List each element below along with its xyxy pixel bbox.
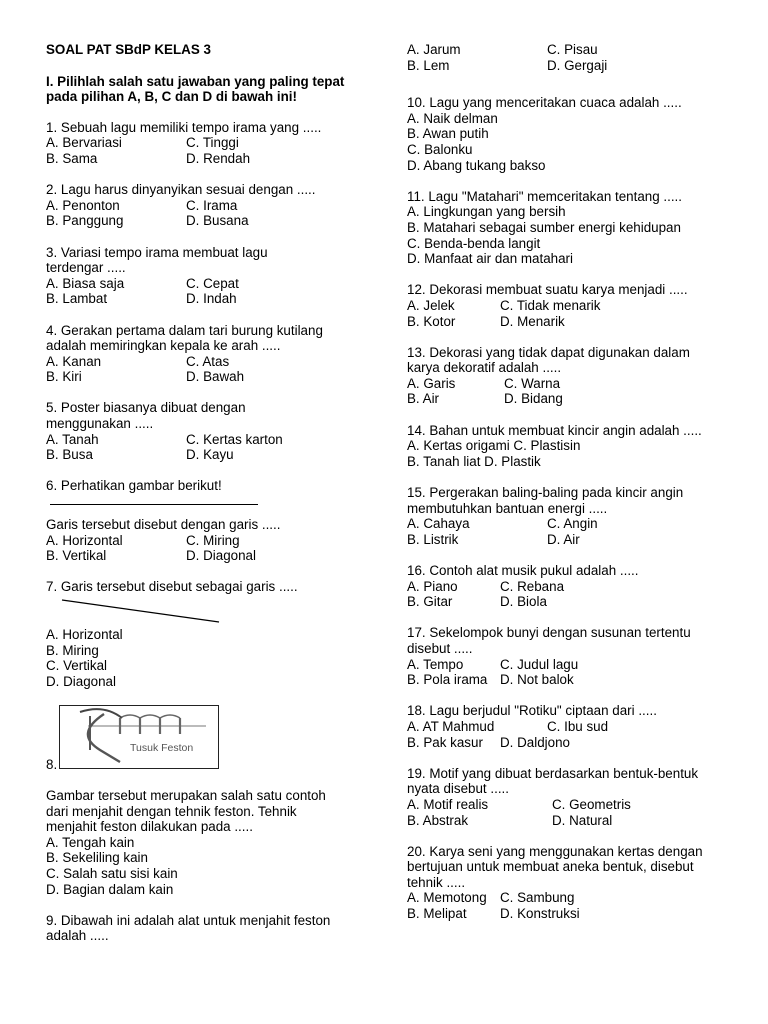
option-c: C. Salah satu sisi kain [46, 865, 178, 881]
feston-figure-row [46, 705, 376, 773]
question-stem-cont: disebut ..... [407, 640, 473, 656]
options [46, 135, 376, 166]
feston-image-label: Tusuk Feston [130, 741, 194, 754]
options [407, 298, 752, 329]
options [46, 533, 376, 564]
option-c: C. Angin [547, 516, 598, 532]
question-1 [46, 120, 376, 167]
question-5 [46, 400, 376, 462]
question-stem-cont: membutuhkan bantuan energi ..... [407, 500, 608, 516]
option-a: A. Bervariasi [46, 135, 122, 151]
option-d: D. Rendah [186, 150, 251, 166]
option-d: D. Not balok [500, 672, 574, 688]
option-b: B. Melipat [407, 906, 467, 922]
options [407, 376, 752, 407]
option-b: B. Lem [407, 57, 450, 73]
option-d: D. Kayu [186, 447, 234, 463]
option-d: D. Abang tukang bakso [407, 157, 546, 173]
question-stem: 2. Lagu harus dinyanyikan sesuai dengan ..... [46, 182, 316, 198]
option-a: A. Tanah [46, 431, 99, 447]
option-d: D. Diagonal [46, 673, 116, 689]
question-stem-cont: menggunakan ..... [46, 416, 154, 432]
option-c: C. Atas [186, 353, 230, 369]
question-number: 8. [46, 757, 58, 773]
option-d: D. Busana [186, 213, 249, 229]
question-stem: 14. Bahan untuk membuat kincir angin adalah ..... [407, 422, 702, 438]
instruction: I. Pilihlah salah satu jawaban yang paling tepat pada pilihan A, B, C dan D di bawah ini! [46, 73, 345, 105]
question-11 [407, 189, 752, 267]
question-stem-cont: adalah memiringkan kepala ke arah ..... [46, 338, 281, 354]
question-stem: 11. Lagu "Matahari" memceritakan tentang ..... [407, 188, 682, 204]
question-stem: 1. Sebuah lagu memiliki tempo irama yang ..... [46, 119, 322, 135]
question-19 [407, 766, 752, 828]
options [407, 797, 752, 828]
question-stem: 18. Lagu berjudul "Rotiku" ciptaan dari ..... [407, 703, 657, 719]
option-a: A. Tempo [407, 656, 464, 672]
option-c: C. Cepat [186, 275, 239, 291]
options [46, 276, 376, 307]
option-a: A. Motif realis [407, 796, 489, 812]
option-c: C. Sambung [500, 890, 575, 906]
option-d: D. Gergaji [547, 57, 608, 73]
option-b: B. Abstrak [407, 812, 469, 828]
options [407, 516, 752, 547]
page-title: SOAL PAT SBdP KELAS 3 [46, 42, 211, 57]
option-d: D. Konstruksi [500, 906, 580, 922]
option-a: A. Memotong [407, 890, 487, 906]
question-14 [407, 423, 752, 470]
question-stem-cont: adalah ..... [46, 928, 109, 944]
left-column [46, 42, 376, 960]
options [46, 198, 376, 229]
option-a: A. Kanan [46, 353, 102, 369]
question-stem: 16. Contoh alat musik pukul adalah ..... [407, 563, 639, 578]
question-3 [46, 245, 376, 307]
option-b: B. Vertikal [46, 548, 107, 564]
option-c: C. Benda-benda langit [407, 235, 541, 251]
option-c: C. Warna [504, 375, 561, 391]
question-stem-cont: nyata disebut ..... [407, 781, 509, 797]
option-a: A. Jarum [407, 42, 461, 57]
option-d: D. Bidang [504, 391, 563, 407]
options [46, 354, 376, 385]
options [407, 42, 752, 73]
option-b: B. Sama [46, 150, 98, 166]
option-a: A. Lingkungan yang bersih [407, 204, 566, 220]
question-18 [407, 703, 752, 750]
question-12 [407, 282, 752, 329]
option-d: D. Diagonal [186, 548, 256, 564]
option-b: B. Matahari sebagai sumber energi kehidupan [407, 219, 681, 235]
option-c: C. Tidak menarik [500, 297, 601, 313]
option-c: C. Rebana [500, 578, 565, 594]
question-stem: 13. Dekorasi yang tidak dapat digunakan dalam [407, 344, 690, 360]
option-d: D. Manfaat air dan matahari [407, 251, 573, 267]
options-row-1 [407, 719, 752, 735]
option-c: C. Pisau [547, 42, 598, 57]
question-stem-cont: terdengar ..... [46, 260, 126, 276]
question-9-stem [46, 913, 376, 944]
option-b: B. Awan putih [407, 126, 489, 142]
diagonal-line-icon [46, 595, 246, 627]
options [407, 579, 752, 610]
question-7 [46, 579, 376, 689]
option-a: A. Cahaya [407, 516, 470, 532]
question-stem: 7. Garis tersebut disebut sebagai garis ..... [46, 579, 298, 595]
question-stem-cont: dari menjahit dengan tehnik feston. Tehnik [46, 803, 297, 819]
option-a: A. Biasa saja [46, 275, 125, 291]
question-stem-cont: tehnik ..... [407, 874, 466, 890]
option-c: C. Vertikal [46, 658, 108, 674]
option-b: B. Kotor [407, 313, 456, 329]
option-d: D. Menarik [500, 313, 565, 329]
option-c: C. Judul lagu [500, 656, 579, 672]
options [407, 890, 752, 921]
option-a: A. Penonton [46, 197, 120, 213]
question-stem: 10. Lagu yang menceritakan cuaca adalah ..... [407, 95, 682, 111]
question-stem: 9. Dibawah ini adalah alat untuk menjahit feston [46, 912, 331, 928]
question-stem: 4. Gerakan pertama dalam tari burung kutilang [46, 322, 323, 338]
options [407, 657, 752, 688]
question-stem: 5. Poster biasanya dibuat dengan [46, 400, 246, 416]
horizontal-line-figure [50, 504, 258, 505]
option-a: A. Horizontal [46, 532, 123, 548]
option-d: D. Bagian dalam kain [46, 881, 174, 897]
question-13 [407, 345, 752, 407]
option-c: C. Ibu sud [547, 718, 609, 734]
option-a: A. AT Mahmud [407, 718, 495, 734]
option-a: A. Tengah kain [46, 834, 135, 850]
question-stem: 12. Dekorasi membuat suatu karya menjadi ..... [407, 282, 688, 298]
question-10 [407, 95, 752, 173]
option-b: B. Pola irama [407, 672, 488, 688]
option-d: D. Daldjono [500, 734, 570, 750]
question-stem-cont: Garis tersebut disebut dengan garis ..... [46, 517, 281, 533]
option-b: B. Lambat [46, 291, 108, 307]
options [46, 432, 376, 463]
question-2 [46, 182, 376, 229]
option-d: D. Indah [186, 291, 237, 307]
question-stem: 3. Variasi tempo irama membuat lagu [46, 244, 268, 260]
question-stem: 20. Karya seni yang menggunakan kertas dengan [407, 843, 703, 859]
feston-stitch-image [59, 705, 219, 769]
option-d: D. Bawah [186, 369, 245, 385]
question-16 [407, 563, 752, 610]
question-stem: 6. Perhatikan gambar berikut! [46, 478, 222, 494]
question-stem: 15. Pergerakan baling-baling pada kincir angin [407, 485, 684, 501]
question-4 [46, 323, 376, 385]
option-d: D. Natural [552, 812, 613, 828]
option-c: C. Irama [186, 197, 238, 213]
options-a-c: A. Kertas origami C. Plastisin [407, 438, 581, 454]
option-b: B. Miring [46, 642, 99, 658]
option-c: C. Tinggi [186, 135, 239, 151]
question-20 [407, 844, 752, 922]
question-stem: 17. Sekelompok bunyi dengan susunan tertentu [407, 625, 691, 641]
option-b: B. Busa [46, 447, 93, 463]
diagonal-line-figure [46, 595, 376, 627]
option-a: A. Naik delman [407, 110, 498, 126]
question-9-options [407, 42, 752, 73]
options-b-d: B. Tanah liat D. Plastik [407, 453, 541, 469]
question-15 [407, 485, 752, 547]
option-a: A. Jelek [407, 297, 455, 313]
question-17 [407, 625, 752, 687]
right-column [407, 42, 752, 937]
option-a: A. Horizontal [46, 627, 123, 642]
option-b: B. Listrik [407, 531, 459, 547]
question-6 [46, 478, 376, 563]
question-8 [46, 705, 376, 897]
question-stem-cont: karya dekoratif adalah ..... [407, 360, 562, 376]
option-c: C. Miring [186, 532, 240, 548]
question-stem-cont: bertujuan untuk membuat aneka bentuk, disebut [407, 859, 694, 875]
option-b: B. Sekeliling kain [46, 850, 148, 866]
option-b: B. Pak kasur [407, 734, 483, 750]
option-d: D. Biola [500, 594, 547, 610]
question-stem-cont: menjahit feston dilakukan pada ..... [46, 819, 253, 835]
option-b: B. Panggung [46, 213, 124, 229]
option-c: C. Geometris [552, 796, 631, 812]
option-c: C. Kertas karton [186, 431, 283, 447]
option-a: A. Piano [407, 578, 458, 594]
option-c: C. Balonku [407, 141, 473, 157]
question-stem: Gambar tersebut merupakan salah satu contoh [46, 787, 326, 803]
option-b: B. Air [407, 391, 439, 407]
question-stem: 19. Motif yang dibuat berdasarkan bentuk-bentuk [407, 765, 699, 781]
option-b: B. Gitar [407, 594, 453, 610]
option-d: D. Air [547, 531, 580, 547]
options-row-2 [407, 735, 752, 751]
feston-stitch-icon [60, 706, 218, 768]
option-a: A. Garis [407, 375, 456, 391]
option-b: B. Kiri [46, 369, 82, 385]
